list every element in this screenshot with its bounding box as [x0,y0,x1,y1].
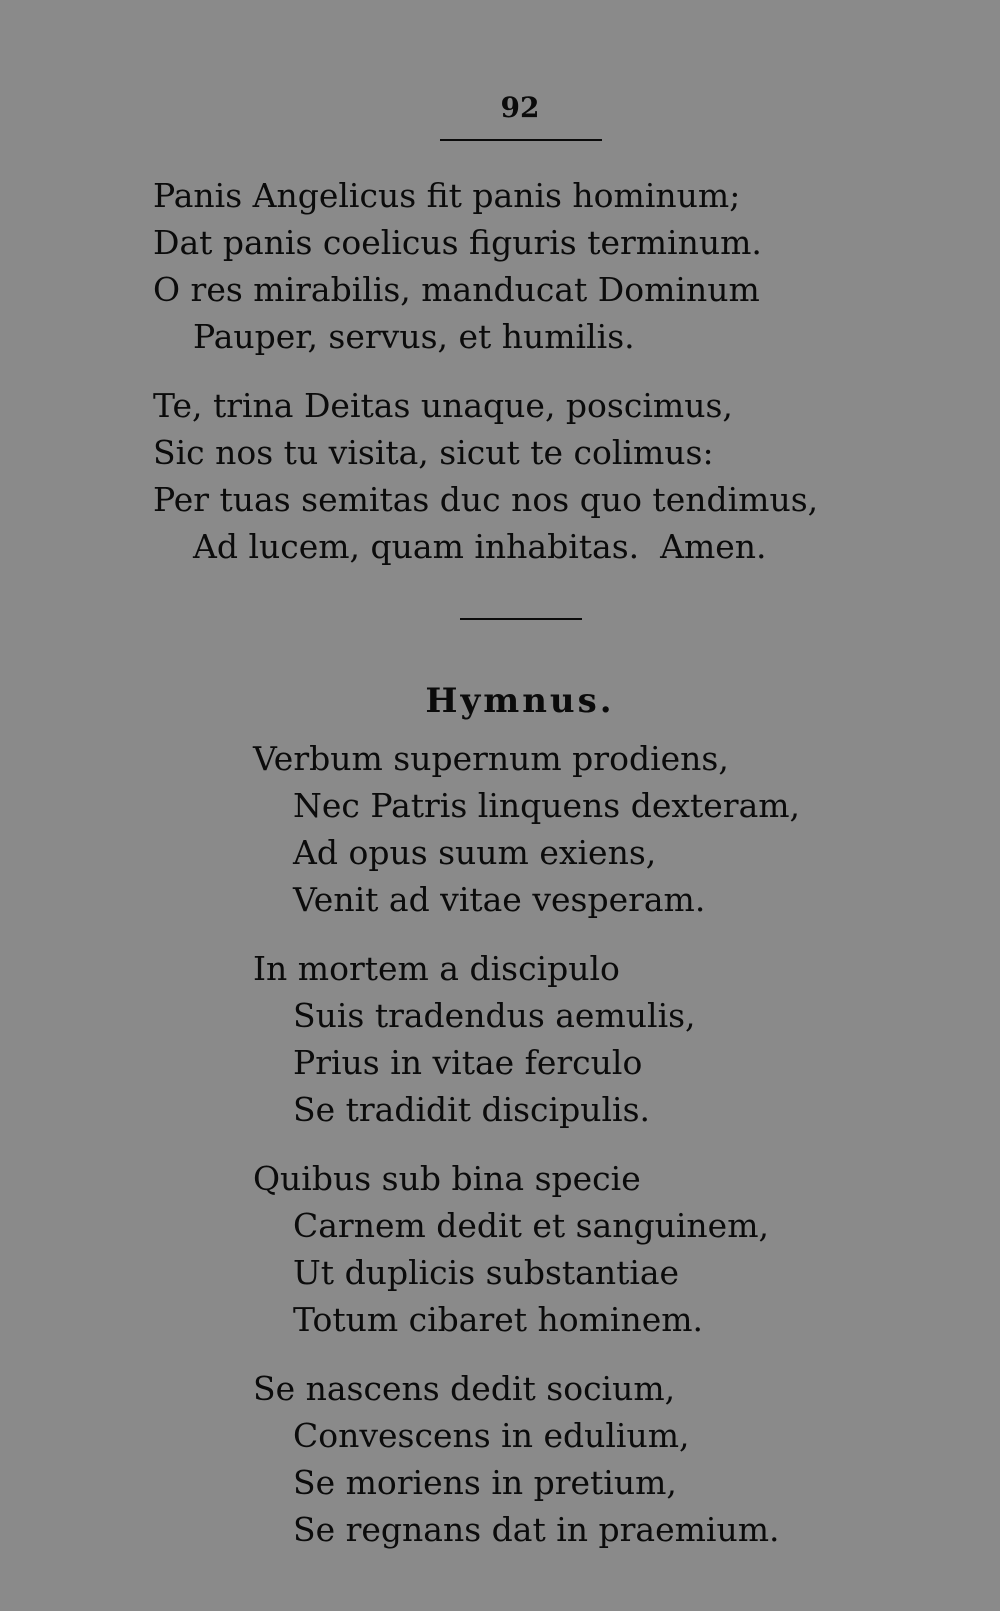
verse-line: In mortem a discipulo [253,949,620,988]
hymn-stanza [253,1155,769,1343]
verse-line: Verbum supernum prodiens, [253,739,729,778]
verse-line: Convescens in edulium, [293,1416,690,1455]
verse-line: Se nascens dedit socium, [253,1369,676,1408]
page-number: 92 [500,91,540,124]
verse-line: Per tuas semitas duc nos quo tendimus, [153,480,819,519]
verse-line: Dat panis coelicus figuris terminum. [153,223,762,262]
verse-line: Ad lucem, quam inhabitas. Amen. [193,527,767,566]
verse-line: Prius in vitae ferculo [293,1043,643,1082]
verse-line: Totum cibaret hominem. [293,1300,704,1339]
verse-line: Suis tradendus aemulis, [293,996,696,1035]
verse-line: Sic nos tu visita, sicut te colimus: [153,433,714,472]
hymn-stanza [253,945,696,1133]
verse-line: Venit ad vitae vesperam. [293,880,706,919]
verse-line: Carnem dedit et sanguinem, [293,1206,769,1245]
verse-line: Quibus sub bina specie [253,1159,641,1198]
section-divider [460,618,582,620]
stanza [153,172,762,360]
hymn-stanza [253,1365,780,1553]
hymn-title: Hymnus. [425,681,615,721]
verse-line: Se tradidit discipulis. [293,1090,651,1129]
verse-line: Ad opus suum exiens, [293,833,657,872]
verse-line: Nec Patris linquens dexteram, [293,786,801,825]
hymn-stanza [253,735,800,923]
stanza [153,382,818,570]
verse-line: Panis Angelicus fit panis hominum; [153,176,741,215]
verse-line: Ut duplicis substantiae [293,1253,680,1292]
verse-line: Te, trina Deitas unaque, poscimus, [153,386,733,425]
header-rule [440,139,602,141]
verse-line: O res mirabilis, manducat Dominum [153,270,760,309]
verse-line: Se moriens in pretium, [293,1463,677,1502]
verse-line: Pauper, servus, et humilis. [193,317,635,356]
verse-line: Se regnans dat in praemium. [293,1510,780,1549]
